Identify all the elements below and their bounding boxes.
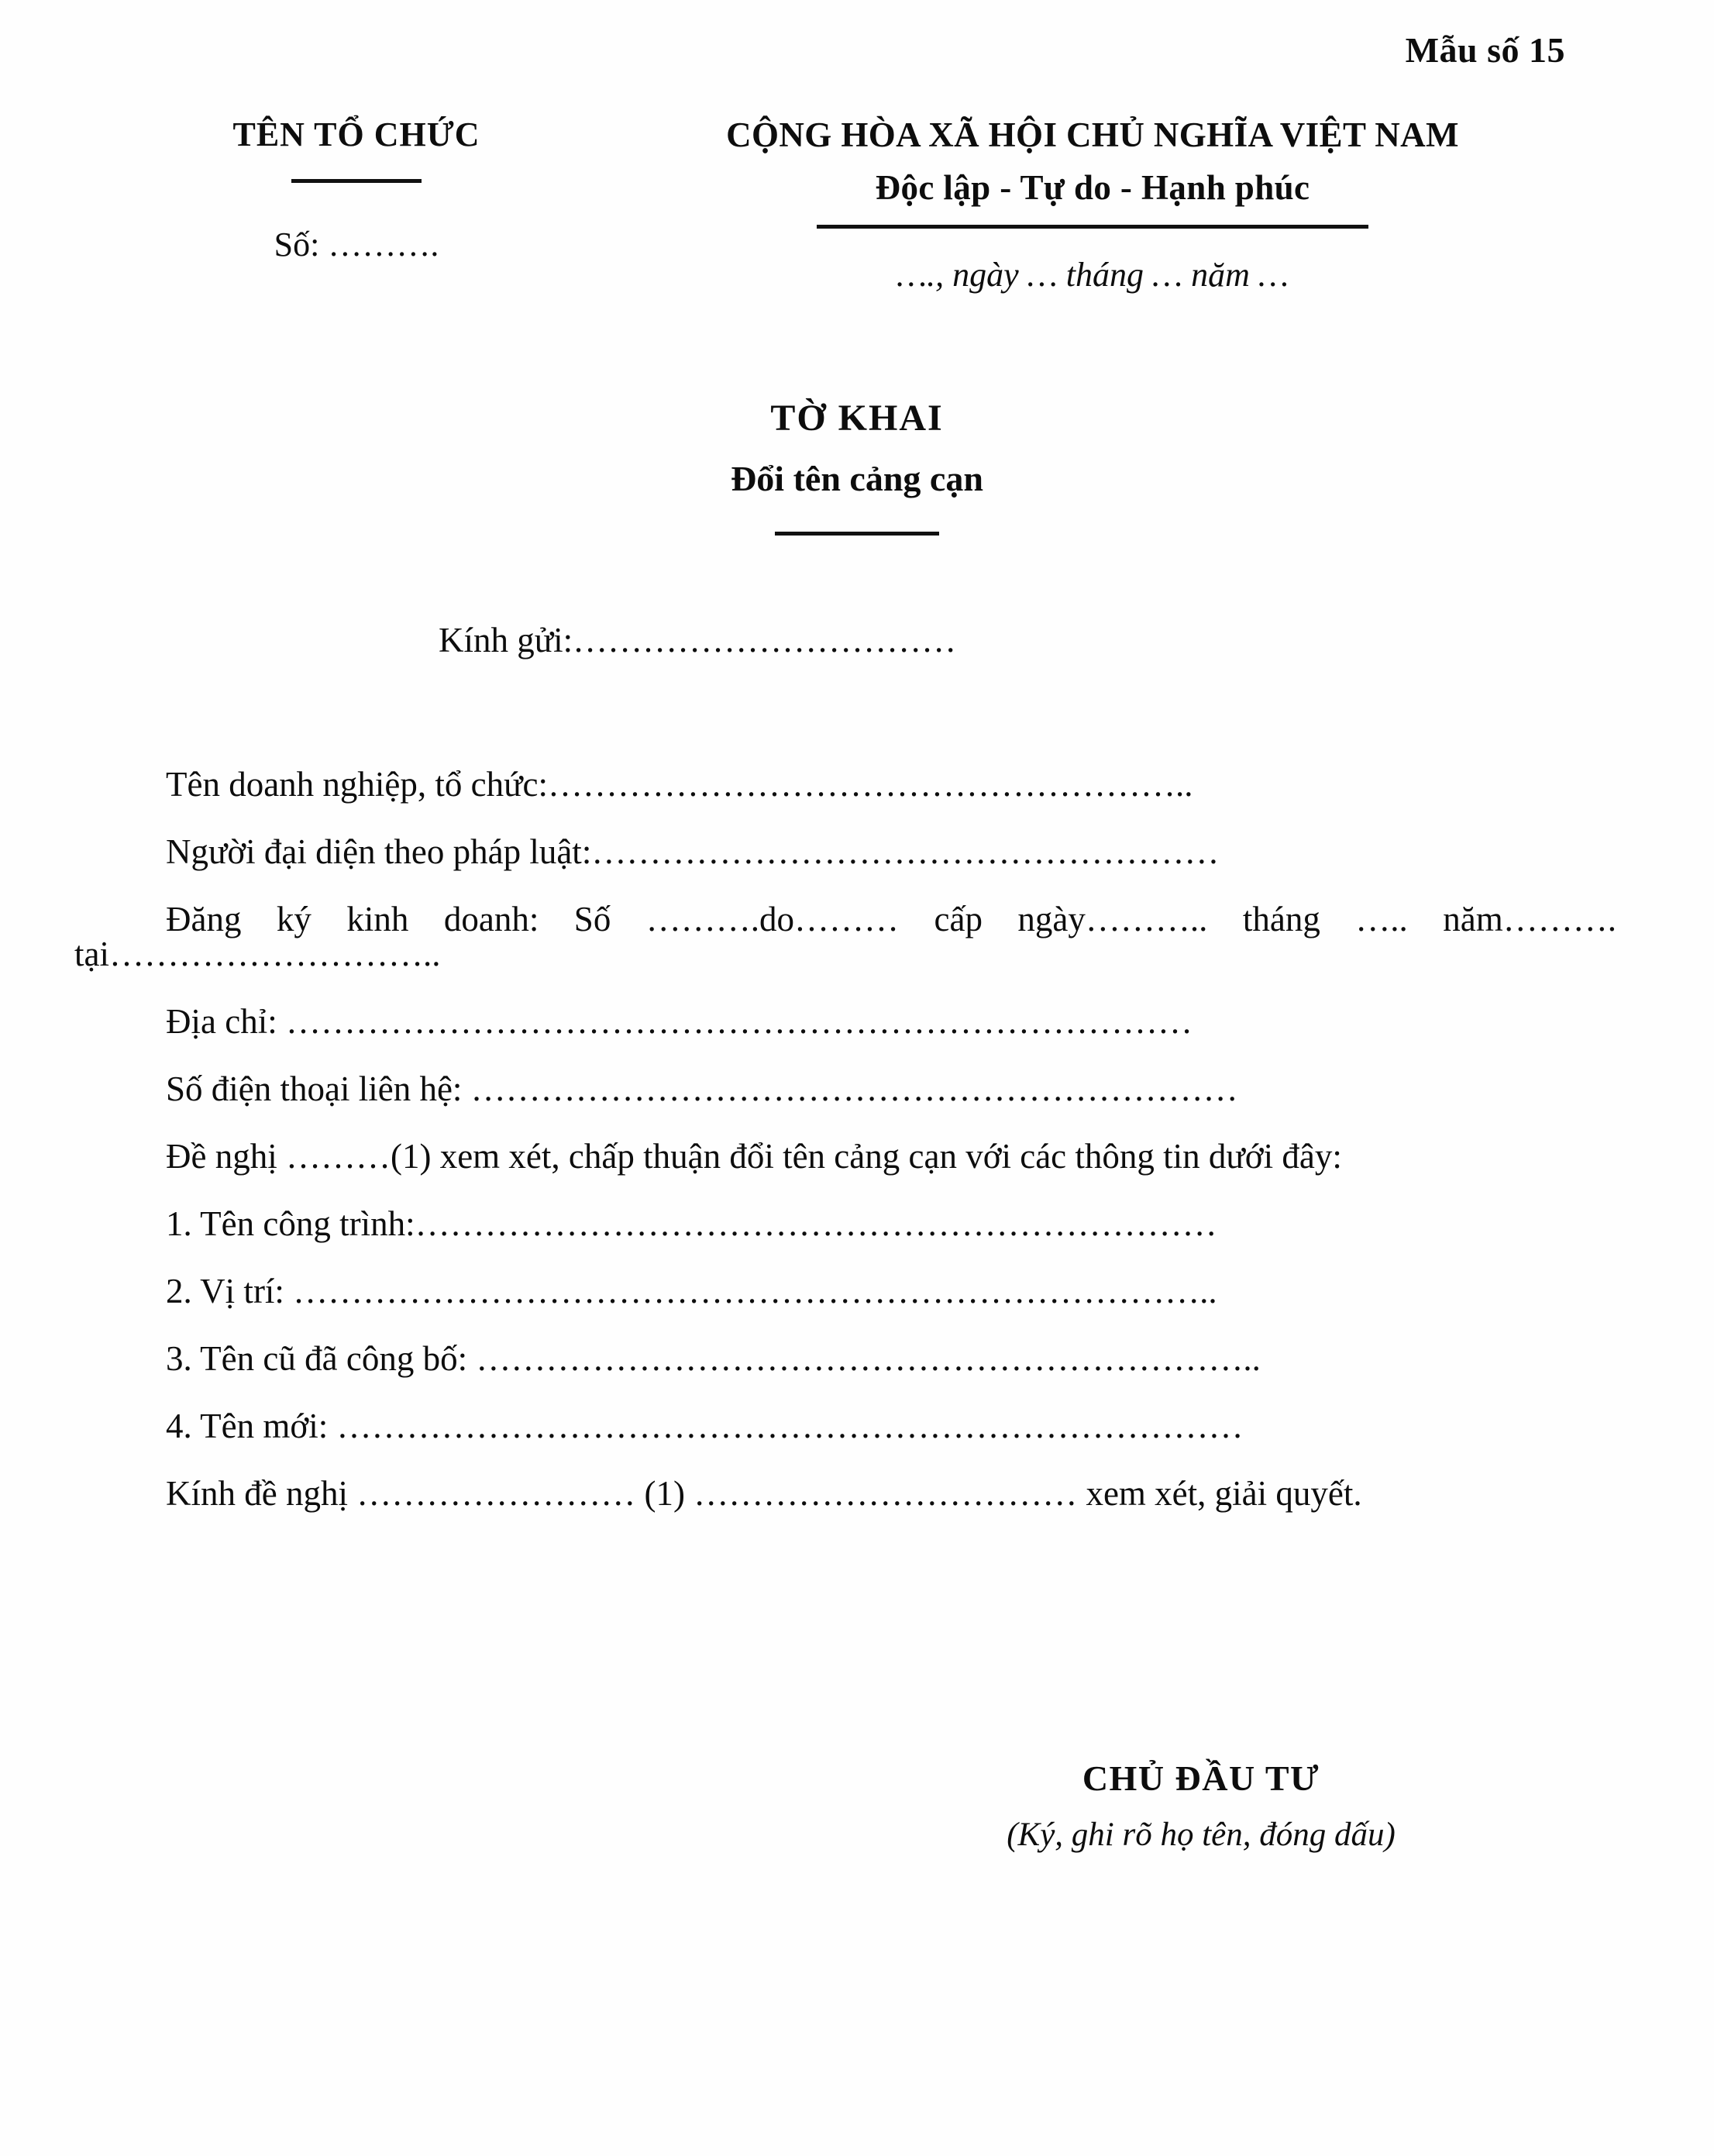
field-phone: Số điện thoại liên hệ: ………………………………………………………… bbox=[166, 1069, 1238, 1108]
item-construction-name: 1. Tên công trình:…………………………………………………………… bbox=[166, 1204, 1217, 1243]
item-old-name: 3. Tên cũ đã công bố: ………………………………………………………….. bbox=[166, 1339, 1261, 1378]
recipient-line bbox=[439, 620, 956, 660]
field-address: Địa chỉ: …………………………………………………………………… bbox=[166, 1002, 1193, 1041]
recipient-leader: …………………………… bbox=[573, 621, 957, 660]
title-rule bbox=[775, 532, 939, 536]
signer-note: (Ký, ghi rõ họ tên, đóng dấu) bbox=[1007, 1817, 1396, 1853]
organization-rule bbox=[291, 179, 422, 183]
field-enterprise-name: Tên doanh nghiệp, tổ chức:……………………………………………….. bbox=[166, 765, 1193, 804]
item-location: 2. Vị trí: …………………………………………………………………….. bbox=[166, 1272, 1217, 1310]
organization-column bbox=[116, 115, 597, 264]
field-legal-representative: Người đại diện theo pháp luật:……………………………………………… bbox=[166, 832, 1220, 871]
document-header bbox=[0, 115, 1714, 347]
national-title: CỘNG HÒA XÃ HỘI CHỦ NGHĨA VIỆT NAM bbox=[726, 115, 1459, 154]
form-number: Mẫu số 15 bbox=[1405, 30, 1565, 70]
national-heading-column bbox=[589, 115, 1596, 294]
date-line: …., ngày … tháng … năm … bbox=[896, 256, 1289, 294]
signer-role: CHỦ ĐẦU TƯ bbox=[1082, 1758, 1320, 1798]
signature-block bbox=[899, 1758, 1503, 1854]
field-business-registration: Đăng ký kinh doanh: Số ……….do……… cấp ngày……….. tháng ….. năm………. tại……………………….. bbox=[74, 900, 1616, 973]
document-body bbox=[74, 767, 1616, 1544]
document-title: TỜ KHAI bbox=[770, 398, 944, 439]
paragraph-closing: Kính đề nghị …………………… (1) …………………………… xem xét, giải quyết. bbox=[166, 1474, 1362, 1513]
title-block bbox=[0, 397, 1714, 536]
item-new-name: 4. Tên mới: …………………………………………………………………… bbox=[166, 1407, 1244, 1445]
document-subtitle: Đổi tên cảng cạn bbox=[731, 459, 983, 498]
national-motto: Độc lập - Tự do - Hạnh phúc bbox=[875, 168, 1310, 207]
document-number-line: Số: ………. bbox=[274, 226, 439, 263]
organization-name-label: TÊN TỔ CHỨC bbox=[232, 115, 480, 153]
paragraph-request: Đề nghị ………(1) xem xét, chấp thuận đổi tên cảng cạn với các thông tin dưới đây: bbox=[166, 1137, 1342, 1176]
national-rule bbox=[817, 225, 1368, 229]
recipient-label: Kính gửi: bbox=[439, 621, 573, 660]
